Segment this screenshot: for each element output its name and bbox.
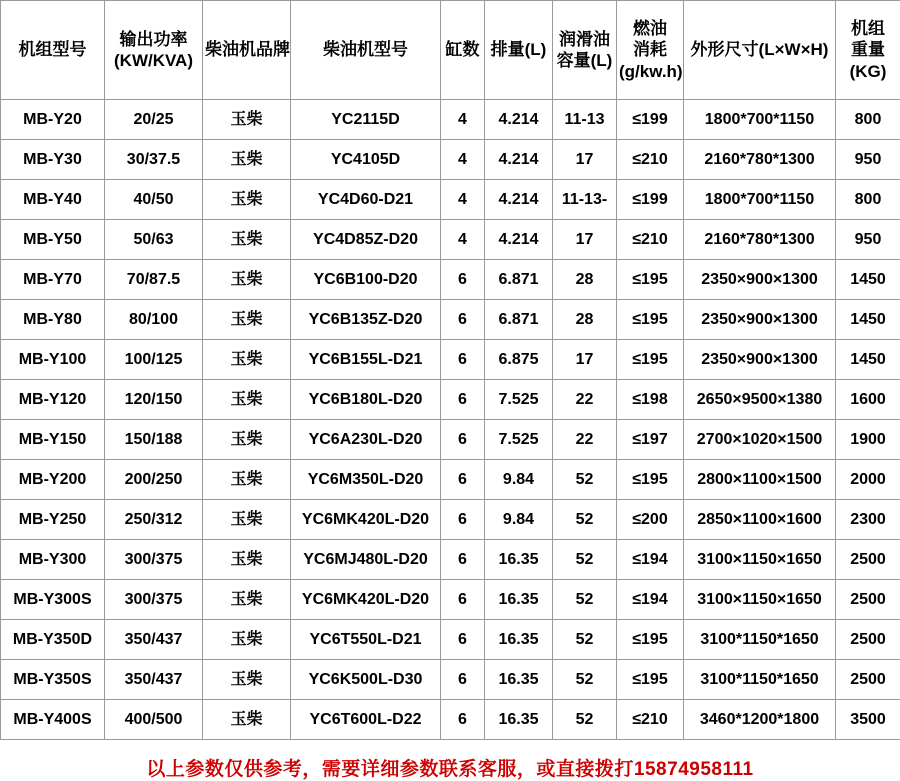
table-cell: 9.84 — [485, 460, 553, 500]
table-cell: 950 — [836, 220, 900, 260]
table-cell: YC4D60-D21 — [291, 180, 441, 220]
table-cell: 6 — [441, 420, 485, 460]
cell-model: MB-Y80 — [1, 300, 105, 340]
table-cell: 6.871 — [485, 260, 553, 300]
table-cell: 6 — [441, 540, 485, 580]
table-cell: 2800×1100×1500 — [684, 460, 836, 500]
table-cell: ≤197 — [617, 420, 684, 460]
table-row — [1, 260, 900, 300]
column-header-line1: 润滑油 — [555, 29, 614, 50]
table-cell: 4.214 — [485, 220, 553, 260]
table-row — [1, 420, 900, 460]
table-cell: ≤210 — [617, 140, 684, 180]
table-cell: 6 — [441, 380, 485, 420]
table-cell: 玉柴 — [203, 580, 291, 620]
table-cell: 1900 — [836, 420, 900, 460]
column-header-0 — [1, 1, 105, 100]
table-cell: 3100×1150×1650 — [684, 580, 836, 620]
table-cell: 350/437 — [105, 620, 203, 660]
table-cell: ≤195 — [617, 260, 684, 300]
table-cell: YC6B135Z-D20 — [291, 300, 441, 340]
table-cell: YC6MK420L-D20 — [291, 500, 441, 540]
column-header-line1: 柴油机品牌 — [205, 39, 288, 60]
table-cell: 28 — [553, 260, 617, 300]
table-cell: 120/150 — [105, 380, 203, 420]
table-cell: YC6K500L-D30 — [291, 660, 441, 700]
table-cell: 16.35 — [485, 700, 553, 740]
table-cell: 22 — [553, 380, 617, 420]
table-row — [1, 620, 900, 660]
table-cell: YC6T600L-D22 — [291, 700, 441, 740]
table-cell: YC4105D — [291, 140, 441, 180]
table-cell: ≤195 — [617, 300, 684, 340]
table-body — [1, 100, 900, 740]
table-row — [1, 380, 900, 420]
table-cell: 4 — [441, 220, 485, 260]
table-cell: ≤195 — [617, 660, 684, 700]
table-cell: ≤199 — [617, 100, 684, 140]
table-cell: 6 — [441, 580, 485, 620]
table-cell: ≤195 — [617, 460, 684, 500]
cell-model: MB-Y300S — [1, 580, 105, 620]
table-cell: 30/37.5 — [105, 140, 203, 180]
column-header-line1: 缸数 — [443, 39, 482, 60]
column-header-line2: 重量 — [838, 39, 898, 60]
cell-model: MB-Y50 — [1, 220, 105, 260]
column-header-line1: 外形尺寸(L×W×H) — [686, 39, 833, 60]
table-cell: 11-13- — [553, 180, 617, 220]
cell-model: MB-Y100 — [1, 340, 105, 380]
table-cell: YC6T550L-D21 — [291, 620, 441, 660]
table-cell: 6 — [441, 500, 485, 540]
table-cell: 2160*780*1300 — [684, 140, 836, 180]
table-cell: 玉柴 — [203, 340, 291, 380]
table-row — [1, 180, 900, 220]
table-cell: 玉柴 — [203, 140, 291, 180]
column-header-8 — [684, 1, 836, 100]
cell-model: MB-Y200 — [1, 460, 105, 500]
column-header-line3: (g/kw.h) — [619, 61, 681, 82]
table-cell: 2350×900×1300 — [684, 300, 836, 340]
table-cell: 100/125 — [105, 340, 203, 380]
table-cell: 2000 — [836, 460, 900, 500]
table-cell: 80/100 — [105, 300, 203, 340]
cell-model: MB-Y350S — [1, 660, 105, 700]
table-cell: 玉柴 — [203, 380, 291, 420]
table-cell: 玉柴 — [203, 540, 291, 580]
table-row — [1, 140, 900, 180]
table-cell: ≤210 — [617, 700, 684, 740]
table-cell: 2350×900×1300 — [684, 340, 836, 380]
table-row — [1, 300, 900, 340]
table-cell: 玉柴 — [203, 100, 291, 140]
table-cell: 4.214 — [485, 140, 553, 180]
table-cell: 200/250 — [105, 460, 203, 500]
table-cell: 800 — [836, 100, 900, 140]
table-cell: 16.35 — [485, 580, 553, 620]
table-cell: 2300 — [836, 500, 900, 540]
cell-model: MB-Y350D — [1, 620, 105, 660]
column-header-line1: 输出功率 — [107, 29, 200, 50]
table-cell: 6 — [441, 700, 485, 740]
table-cell: 3100*1150*1650 — [684, 660, 836, 700]
table-cell: 22 — [553, 420, 617, 460]
table-cell: 3460*1200*1800 — [684, 700, 836, 740]
table-cell: 6 — [441, 300, 485, 340]
column-header-line1: 柴油机型号 — [293, 39, 438, 60]
table-cell: 6 — [441, 620, 485, 660]
table-cell: 52 — [553, 580, 617, 620]
header-row — [1, 1, 900, 100]
column-header-line1: 排量(L) — [487, 39, 550, 60]
column-header-9 — [836, 1, 900, 100]
table-cell: 7.525 — [485, 420, 553, 460]
table-cell: 40/50 — [105, 180, 203, 220]
table-cell: 300/375 — [105, 580, 203, 620]
column-header-line2: (KW/KVA) — [107, 50, 200, 71]
cell-model: MB-Y70 — [1, 260, 105, 300]
table-cell: 玉柴 — [203, 620, 291, 660]
table-row — [1, 340, 900, 380]
table-row — [1, 580, 900, 620]
table-cell: 400/500 — [105, 700, 203, 740]
column-header-line1: 机组 — [838, 18, 898, 39]
table-cell: 150/188 — [105, 420, 203, 460]
table-cell: ≤198 — [617, 380, 684, 420]
table-row — [1, 460, 900, 500]
column-header-4 — [441, 1, 485, 100]
table-cell: 2500 — [836, 540, 900, 580]
table-cell: 玉柴 — [203, 460, 291, 500]
table-cell: 52 — [553, 460, 617, 500]
table-cell: YC6A230L-D20 — [291, 420, 441, 460]
table-cell: ≤195 — [617, 340, 684, 380]
table-cell: 玉柴 — [203, 220, 291, 260]
table-cell: 玉柴 — [203, 300, 291, 340]
table-cell: 4 — [441, 180, 485, 220]
table-cell: 2700×1020×1500 — [684, 420, 836, 460]
table-cell: ≤195 — [617, 620, 684, 660]
column-header-line2: 消耗 — [619, 39, 681, 60]
table-cell: 1600 — [836, 380, 900, 420]
table-cell: ≤194 — [617, 580, 684, 620]
column-header-2 — [203, 1, 291, 100]
table-cell: 800 — [836, 180, 900, 220]
cell-model: MB-Y400S — [1, 700, 105, 740]
table-cell: YC6M350L-D20 — [291, 460, 441, 500]
table-cell: 玉柴 — [203, 260, 291, 300]
table-cell: 52 — [553, 500, 617, 540]
table-cell: 1450 — [836, 260, 900, 300]
column-header-5 — [485, 1, 553, 100]
table-row — [1, 540, 900, 580]
table-cell: 6 — [441, 660, 485, 700]
table-cell: ≤210 — [617, 220, 684, 260]
column-header-6 — [553, 1, 617, 100]
table-cell: 6 — [441, 460, 485, 500]
column-header-line2: 容量(L) — [555, 50, 614, 71]
table-row — [1, 100, 900, 140]
table-cell: 70/87.5 — [105, 260, 203, 300]
table-cell: 1800*700*1150 — [684, 180, 836, 220]
table-cell: YC6B155L-D21 — [291, 340, 441, 380]
table-cell: YC6MJ480L-D20 — [291, 540, 441, 580]
table-cell: 3100×1150×1650 — [684, 540, 836, 580]
table-cell: YC6MK420L-D20 — [291, 580, 441, 620]
table-cell: YC6B180L-D20 — [291, 380, 441, 420]
table-cell: 玉柴 — [203, 700, 291, 740]
table-cell: 300/375 — [105, 540, 203, 580]
table-cell: 3500 — [836, 700, 900, 740]
table-cell: ≤200 — [617, 500, 684, 540]
table-cell: 52 — [553, 660, 617, 700]
table-cell: 28 — [553, 300, 617, 340]
table-cell: 52 — [553, 540, 617, 580]
table-cell: 52 — [553, 620, 617, 660]
table-cell: 4 — [441, 100, 485, 140]
cell-model: MB-Y30 — [1, 140, 105, 180]
table-cell: YC4D85Z-D20 — [291, 220, 441, 260]
table-cell: 4.214 — [485, 100, 553, 140]
table-row — [1, 660, 900, 700]
table-cell: 16.35 — [485, 540, 553, 580]
table-cell: 玉柴 — [203, 500, 291, 540]
table-cell: 7.525 — [485, 380, 553, 420]
table-cell: 6.871 — [485, 300, 553, 340]
table-cell: 玉柴 — [203, 420, 291, 460]
table-cell: 17 — [553, 140, 617, 180]
table-cell: ≤199 — [617, 180, 684, 220]
column-header-line1: 机组型号 — [3, 39, 102, 60]
footer-note: 以上参数仅供参考，需要详细参数联系客服，或直接拨打15874958111 — [0, 740, 900, 781]
table-cell: YC6B100-D20 — [291, 260, 441, 300]
table-cell: 玉柴 — [203, 660, 291, 700]
table-cell: 1800*700*1150 — [684, 100, 836, 140]
table-cell: 350/437 — [105, 660, 203, 700]
table-cell: 950 — [836, 140, 900, 180]
column-header-line1: 燃油 — [619, 18, 681, 39]
table-cell: 玉柴 — [203, 180, 291, 220]
table-cell: 1450 — [836, 340, 900, 380]
table-cell: YC2115D — [291, 100, 441, 140]
table-cell: 52 — [553, 700, 617, 740]
table-cell: 17 — [553, 340, 617, 380]
table-cell: 1450 — [836, 300, 900, 340]
table-cell: 3100*1150*1650 — [684, 620, 836, 660]
table-cell: 6 — [441, 340, 485, 380]
table-row — [1, 220, 900, 260]
table-cell: 16.35 — [485, 620, 553, 660]
column-header-7 — [617, 1, 684, 100]
table-cell: 9.84 — [485, 500, 553, 540]
table-cell: 17 — [553, 220, 617, 260]
table-cell: 4 — [441, 140, 485, 180]
table-cell: ≤194 — [617, 540, 684, 580]
cell-model: MB-Y250 — [1, 500, 105, 540]
cell-model: MB-Y120 — [1, 380, 105, 420]
table-cell: 2500 — [836, 620, 900, 660]
table-cell: 2500 — [836, 580, 900, 620]
table-cell: 11-13 — [553, 100, 617, 140]
cell-model: MB-Y300 — [1, 540, 105, 580]
table-cell: 4.214 — [485, 180, 553, 220]
cell-model: MB-Y40 — [1, 180, 105, 220]
table-cell: 6 — [441, 260, 485, 300]
table-row — [1, 700, 900, 740]
table-cell: 6.875 — [485, 340, 553, 380]
column-header-line3: (KG) — [838, 61, 898, 82]
table-cell: 2160*780*1300 — [684, 220, 836, 260]
table-cell: 250/312 — [105, 500, 203, 540]
table-cell: 50/63 — [105, 220, 203, 260]
table-cell: 20/25 — [105, 100, 203, 140]
table-cell: 2500 — [836, 660, 900, 700]
cell-model: MB-Y20 — [1, 100, 105, 140]
cell-model: MB-Y150 — [1, 420, 105, 460]
table-cell: 2850×1100×1600 — [684, 500, 836, 540]
table-cell: 2650×9500×1380 — [684, 380, 836, 420]
column-header-1 — [105, 1, 203, 100]
table-row — [1, 500, 900, 540]
table-cell: 2350×900×1300 — [684, 260, 836, 300]
table-header — [1, 1, 900, 100]
column-header-3 — [291, 1, 441, 100]
table-cell: 16.35 — [485, 660, 553, 700]
